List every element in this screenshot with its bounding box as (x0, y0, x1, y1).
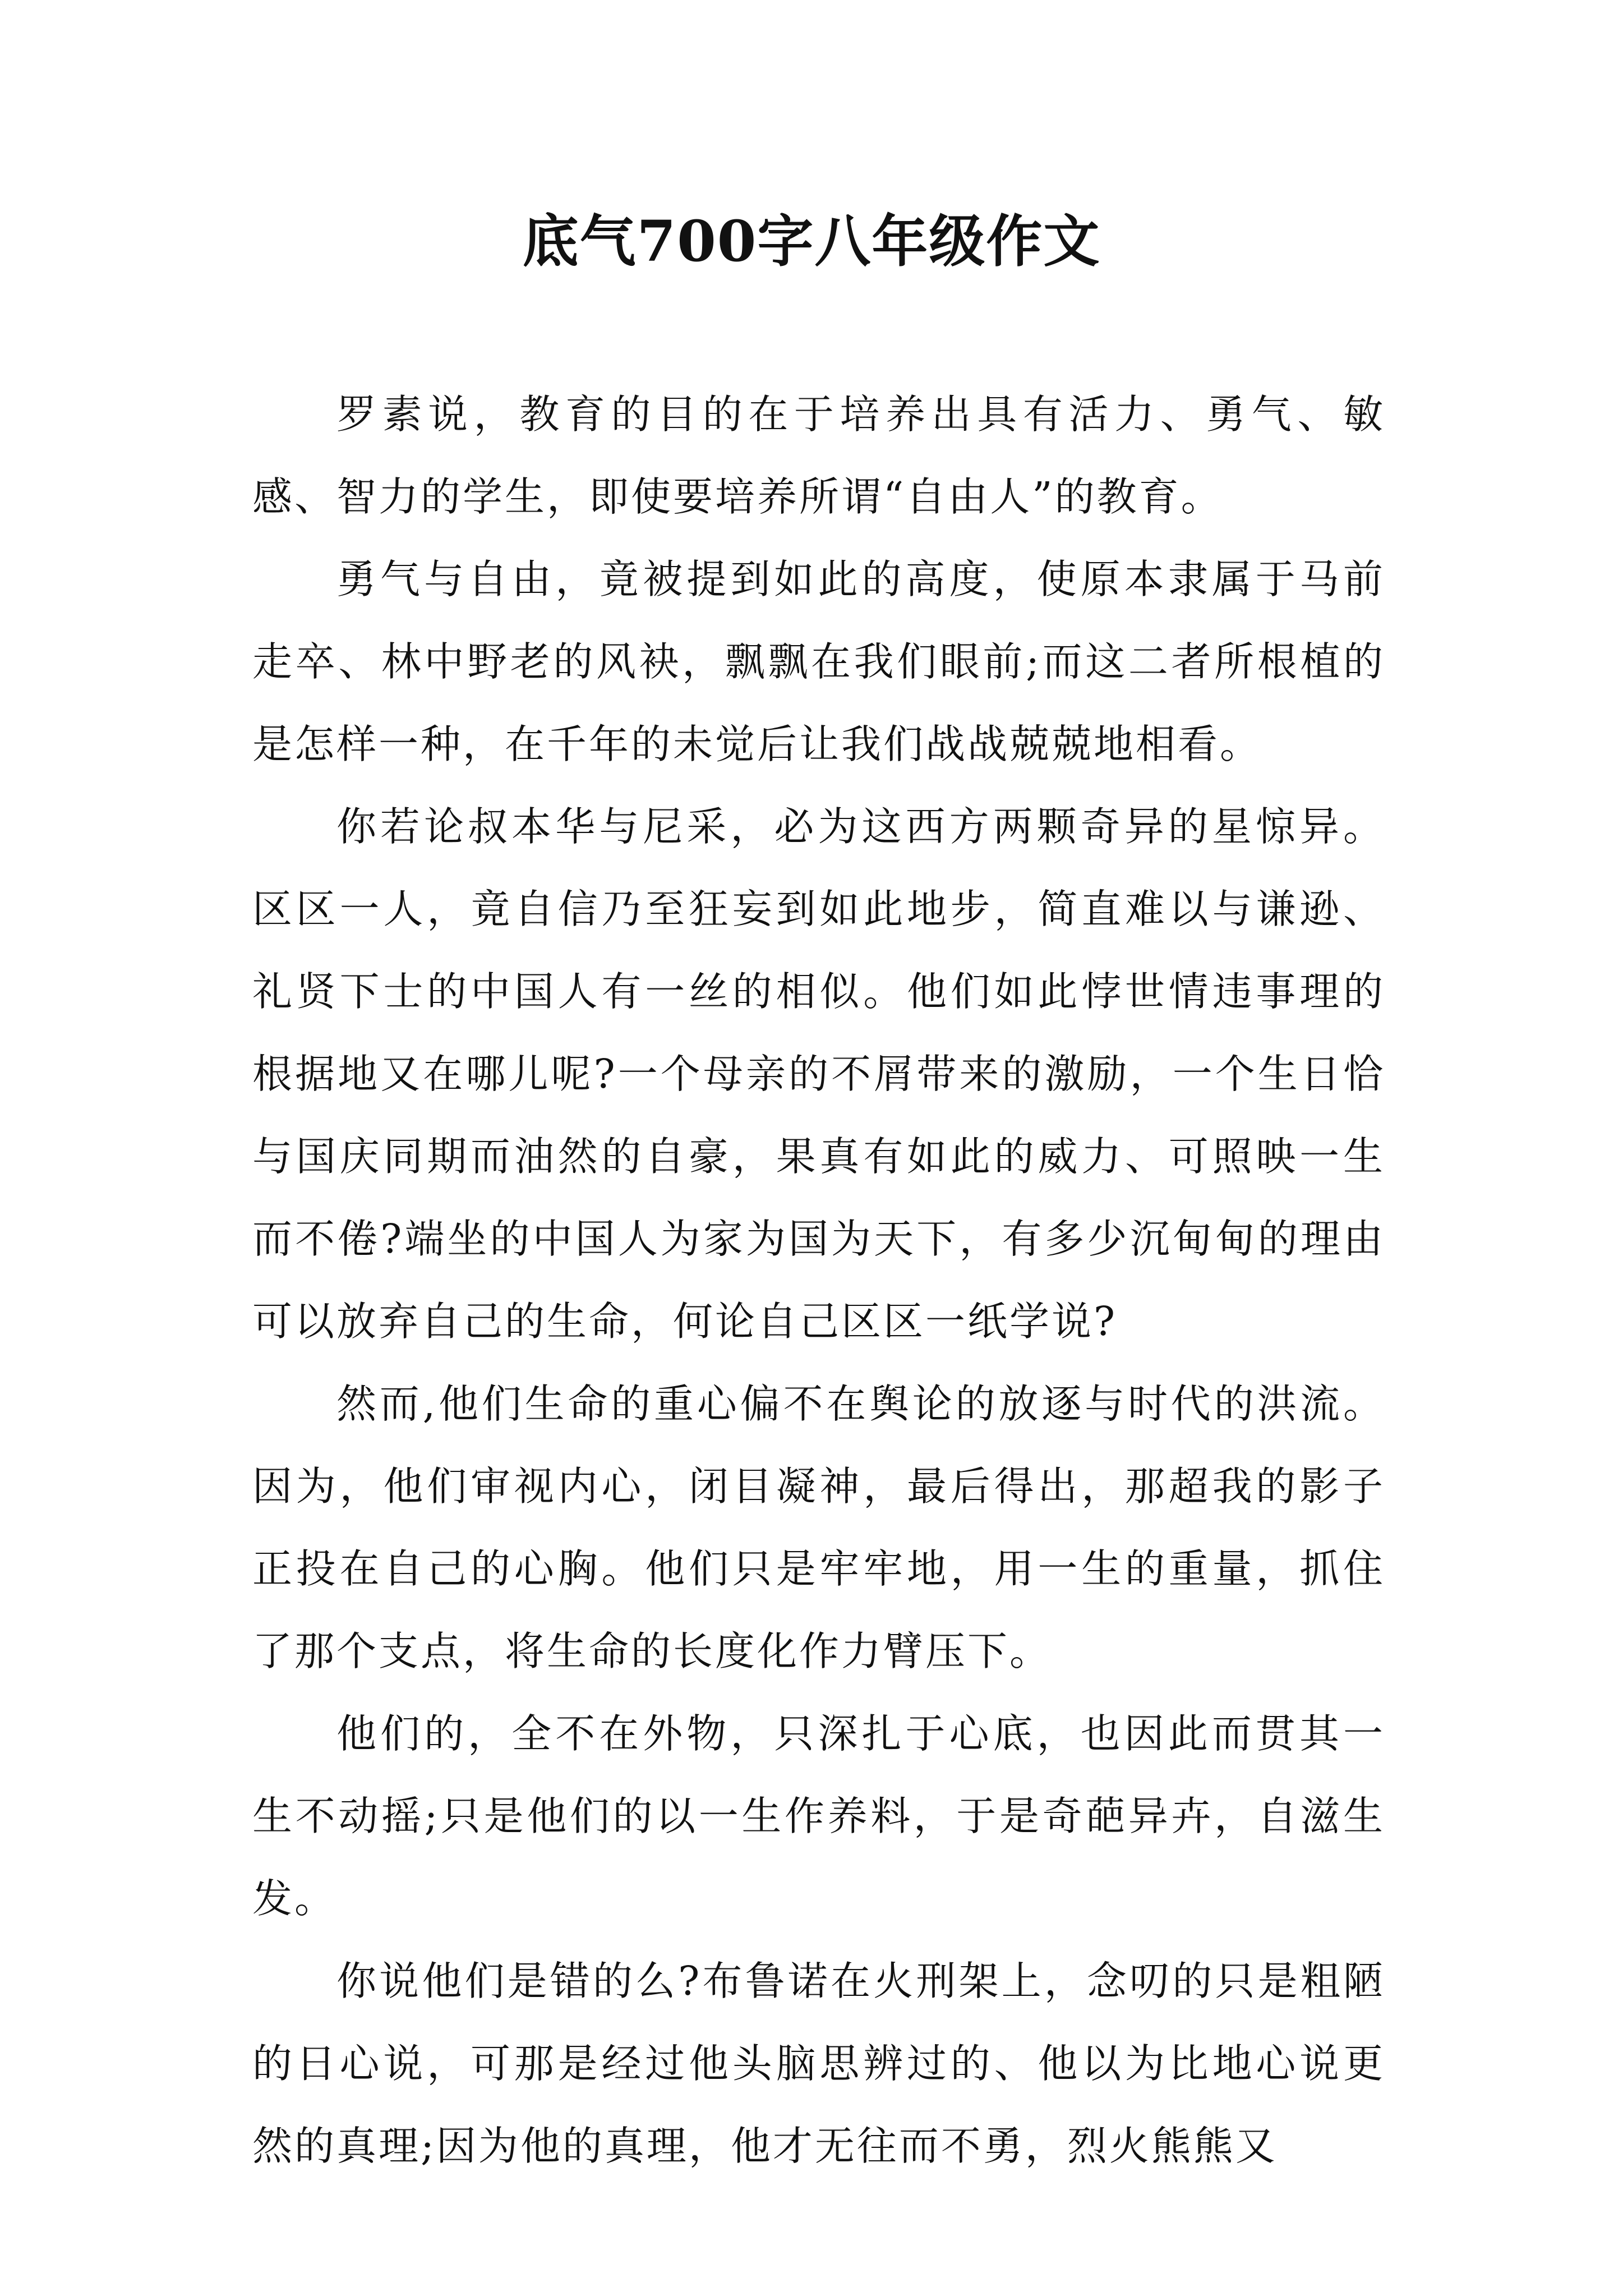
paragraph-6: 你说他们是错的么?布鲁诺在火刑架上，念叨的只是粗陋的日心说，可那是经过他头脑思辨过的、他以为比地心说更然的真理;因为他的真理，他才无往而不勇，烈火熊熊又 (252, 1958, 1385, 2169)
paragraph-5: 他们的，全不在外物，只深扎于心底，也因此而贯其一生不动摇;只是他们的以一生作养料，于是奇葩异卉，自滋生发。 (252, 1710, 1385, 1922)
paragraph-2: 勇气与自由，竟被提到如此的高度，使原本隶属于马前走卒、林中野老的风袂，飘飘在我们眼前;而这二者所根植的是怎样一种，在千年的未觉后让我们战战兢兢地相看。 (252, 556, 1385, 767)
paragraph-4: 然而,他们生命的重心偏不在舆论的放逐与时代的洪流。因为，他们审视内心，闭目凝神，最后得出，那超我的影子正投在自己的心胸。他们只是牢牢地，用一生的重量，抓住了那个支点，将生命的长度化作力臂压下。 (252, 1381, 1385, 1674)
paragraph-3: 你若论叔本华与尼采，必为这西方两颗奇异的星惊异。区区一人，竟自信乃至狂妄到如此地步，简直难以与谦逊、礼贤下士的中国人有一丝的相似。他们如此悖世情违事理的根据地又在哪儿呢?一个母亲的不屑带来的激励，一个生日恰与国庆同期而油然的自豪，果真有如此的威力、可照映一生而不倦?端坐的中国人为家为国为天下，有多少沉甸甸的理由可以放弃自己的生命，何论自己区区一纸学说? (252, 803, 1385, 1345)
document-body (252, 373, 1385, 2187)
document-title: 底气700字八年级作文 (522, 208, 1101, 274)
paragraph-1: 罗素说，教育的目的在于培养出具有活力、勇气、敏感、智力的学生，即使要培养所谓“自由人”的教育。 (252, 391, 1385, 520)
